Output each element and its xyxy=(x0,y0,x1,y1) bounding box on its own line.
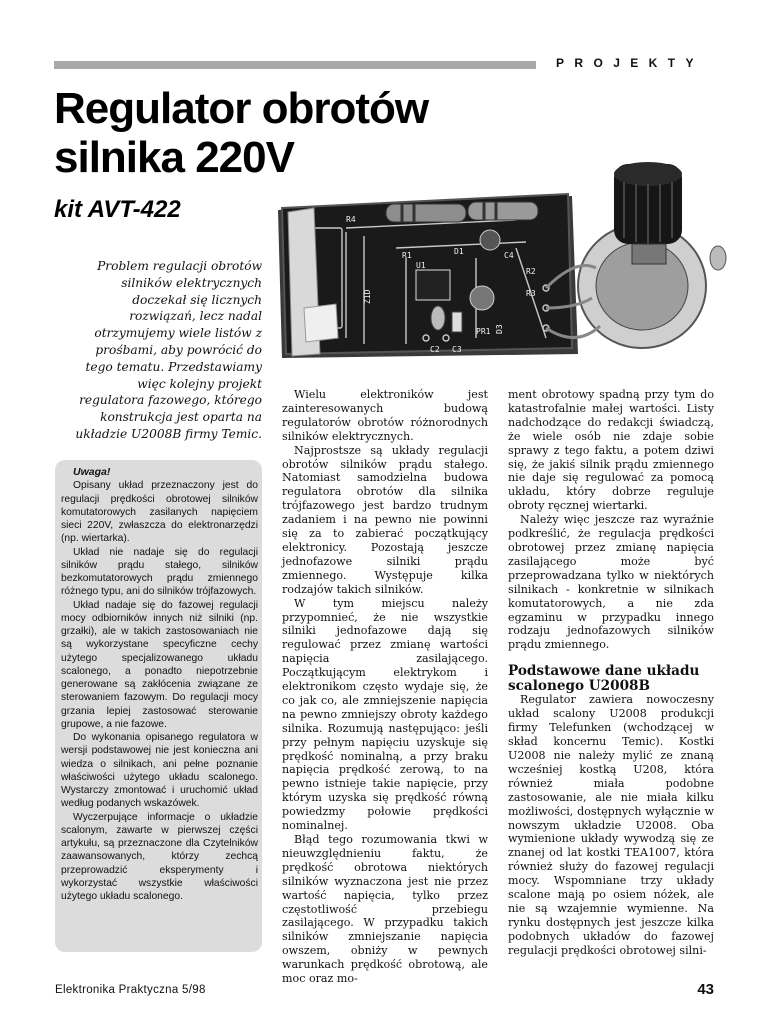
warning-paragraph: Układ nadaje się do fazowej regulacji mocy odbiorników innych niż silniki (np. grzałki), ale w takich zastosowaniach nie są wykorzystane specyficzne cechy użytego specjalizowanego układu scalonego, a ponadto niepotrzebnie generowane są zakłócenia związane ze sterowaniem fazowym. Do regulacji mocy grzania lepiej zastosować sterowanie grupowe, a nie fazowe. xyxy=(61,599,258,730)
body-paragraph: Wielu elektroników jest zainteresowanych budową regulatorów obrotów różnorodnych silników elektrycznych. xyxy=(282,388,488,443)
section-heading: Podstawowe dane układu scalonego U2008B xyxy=(508,663,700,694)
warning-paragraph: Wyczerpujące informacje o układzie scalonym, zawarte w pierwszej części artykułu, są przeznaczone dla Czytelników zaawansowanych, którzy zechcą przeprowadzić eksperymenty i wykorzystać wszystkie właściwości użytego układu scalonego. xyxy=(61,811,258,902)
pcb-label-c4: C4 xyxy=(504,251,514,260)
warning-paragraph: Opisany układ przeznaczony jest do regulacji prędkości obrotowej silników komutatorowych zasilanych napięciem sieci 220V, zwłaszcza do elektronarzędzi (np. wiertarka). xyxy=(61,480,258,545)
title-line-2: silnika 220V xyxy=(54,133,294,182)
section-label: PROJEKTY xyxy=(556,56,704,70)
pcb-label-r2: R2 xyxy=(526,267,536,276)
body-paragraph: W tym miejscu należy przypomnieć, że nie wszystkie silniki jednofazowe dają się regulować przez zmianę wartości napięcia zasilającego. Początkującym elektrykom i elektronikom często wydaje się, że co jak co, ale zmniejszenie napięcia na pewno zmniejszy obroty każdego silnika. Rozumują następująco: jeśli przy pełnym napięciu uzyskuje się prędkość nominalną, a przy braku napięcia prędkość zerową, to na pewno istnieje takie napięcie, przy którym uzyska się prędkość równą powiedzmy połowie prędkości nominalnej. xyxy=(282,596,488,833)
body-paragraph: ment obrotowy spadną przy tym do katastrofalnie małej wartości. Listy nadchodzące do redakcji świadczą, że wiele osób nie zdaje sobie sprawy z tego faktu, a potem dziwi się, że jakiś silnik prądu zmiennego nie daje się regulować za pomocą układu, który dobrze reguluje obroty ręcznej wiertarki. xyxy=(508,388,714,513)
pcb-photo xyxy=(276,158,730,372)
body-column-2 xyxy=(508,388,714,958)
pcb-label-z1d: Z1D xyxy=(363,289,372,304)
warning-paragraph: Do wykonania opisanego regulatora w wersji podstawowej nie jest konieczna ani wiedza o silnikach, ani pełne poznanie właściwości użytego układu scalonego. Wystarczy zmontować i uruchomić układ według podanych wskazówek. xyxy=(61,732,258,810)
pcb-label-c3: C3 xyxy=(452,345,462,354)
pcb-label-r1: R1 xyxy=(402,251,412,260)
warning-paragraph: Układ nie nadaje się do regulacji silników prądu stałego, silników bezkomutatorowych prądu zmiennego różnego typu, ani do silników trójfazowych. xyxy=(61,546,258,598)
body-paragraph: Najprostsze są układy regulacji obrotów silników prądu stałego. Natomiast samodzielna budowa regulatora obrotów dla silnika trójfazowego jest bardzo trudnym zadaniem i na pewno nie powinni się za to zabierać początkujący elektronicy. Pozostają jeszcze jednofazowe silniki prądu zmiennego. Występuje kilka rodzajów takich silników. xyxy=(282,443,488,596)
article-subtitle: kit AVT-422 xyxy=(54,196,181,223)
magazine-issue: Elektronika Praktyczna 5/98 xyxy=(55,984,206,996)
pcb-label-pr1: PR1 xyxy=(476,327,491,336)
body-paragraph: Błąd tego rozumowania tkwi w nieuwzględnieniu faktu, że prędkość obrotowa niektórych silników wyznaczona jest nie przez wartość napięcia, tylko przez częstotliwość przebiegu zasilającego. W przypadku takich silników zmniejszanie napięcia owszem, obniży w pewnych warunkach prędkość obrotową, ale moc oraz mo- xyxy=(282,833,488,986)
warning-box xyxy=(55,460,262,952)
pcb-label-c2: C2 xyxy=(430,345,440,354)
pcb-label-u1: U1 xyxy=(416,261,426,270)
body-paragraph: Regulator zawiera nowoczesny układ scalony U2008 produkcji firmy Telefunken (wchodzącej w skład koncernu Temic). Kostki U2008 nie należy mylić ze znaną wcześniej kostką U208, która również miała podobne zastosowanie, ale nie miała kilku możliwości, dostępnych wyłącznie w nowszym układzie U2008. Oba wymienione układy wywodzą się ze znanej od lat kostki TEA1007, która również służy do fazowej regulacji mocy. Wspomniane trzy układy scalone mają po osiem nóżek, ale nie są wzajemnie wymienne. Na rynku dostępnych jest jeszcze kilka podobnych układów do fazowej regulacji prędkości obrotowej silni- xyxy=(508,693,714,957)
article-intro: Problem regulacji obrotów silników elektrycznych doczekał się licznych rozwiązań, lecz nadal otrzymujemy wiele listów z prośbami, aby powrócić do tego tematu. Przedstawiamy więc kolejny projekt regulatora fazowego, którego konstrukcja jest oparta na układzie U2008B firmy Temic. xyxy=(75,259,262,441)
pcb-label-d1: D1 xyxy=(454,247,464,256)
title-line-1: Regulator obrotów xyxy=(54,84,429,133)
page-number: 43 xyxy=(697,981,714,998)
body-paragraph: Należy więc jeszcze raz wyraźnie podkreślić, że regulacja prędkości obrotowej przez zmianę napięcia zasilającego może być przeprowadzana tylko w niektórych silnikach - konkretnie w silnikach komutatorowych, a nie zda egzaminu w przypadku innego rodzaju jednofazowych silników prądu zmiennego. xyxy=(508,513,714,652)
warning-title: Uwaga! xyxy=(73,466,111,478)
pcb-label-r3: R3 xyxy=(526,289,536,298)
pcb-label-r4: R4 xyxy=(346,215,356,224)
pcb-label-d3: D3 xyxy=(495,324,504,334)
body-column-1 xyxy=(282,388,488,986)
header-bar xyxy=(54,61,536,69)
